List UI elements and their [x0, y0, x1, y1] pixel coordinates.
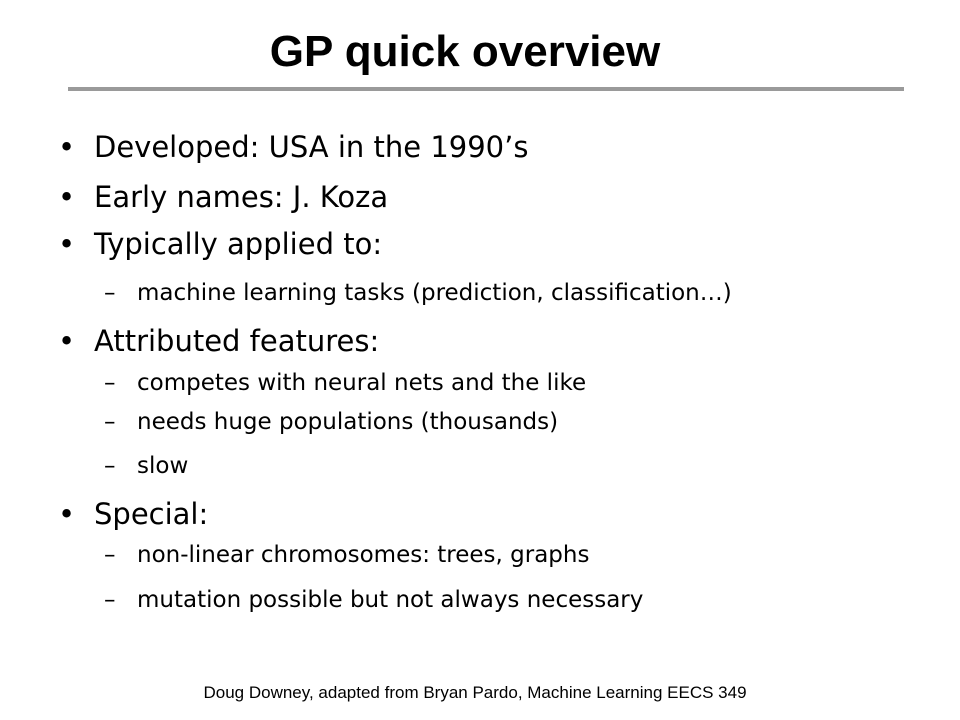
dash-marker: –: [104, 409, 116, 435]
dash-marker: –: [104, 280, 116, 306]
bullet-marker: •: [58, 180, 76, 214]
dash-marker: –: [104, 453, 116, 479]
dash-marker: –: [104, 587, 116, 613]
sub-bullet-text: mutation possible but not always necessary: [137, 587, 644, 613]
sub-bullet-item: [104, 584, 643, 616]
slide-title: GP quick overview: [269, 27, 661, 76]
bullet-item: [58, 224, 382, 264]
bullet-marker: •: [58, 130, 76, 164]
slide-footer: Doug Downey, adapted from Bryan Pardo, Machine Learning EECS 349: [203, 683, 747, 702]
bullet-marker: •: [58, 227, 76, 261]
bullet-marker: •: [58, 497, 76, 531]
dash-marker: –: [104, 370, 116, 396]
bullet-text: Early names: J. Koza: [94, 180, 389, 214]
sub-bullet-item: [104, 539, 589, 571]
bullet-text: Special:: [94, 497, 209, 531]
bullet-item: [58, 321, 379, 361]
bullet-item: [58, 127, 528, 167]
sub-bullet-item: [104, 450, 188, 482]
sub-bullet-text: non-linear chromosomes: trees, graphs: [137, 542, 590, 568]
bullet-text: Developed: USA in the 1990’s: [94, 130, 529, 164]
bullet-text: Attributed features:: [94, 324, 380, 358]
bullet-text: Typically applied to:: [94, 227, 383, 261]
bullet-item: [58, 494, 208, 534]
dash-marker: –: [104, 542, 116, 568]
sub-bullet-text: needs huge populations (thousands): [137, 409, 559, 435]
sub-bullet-item: [104, 277, 732, 309]
sub-bullet-item: [104, 367, 586, 399]
sub-bullet-text: competes with neural nets and the like: [137, 370, 587, 396]
sub-bullet-item: [104, 406, 558, 438]
bullet-marker: •: [58, 324, 76, 358]
sub-bullet-text: machine learning tasks (prediction, classification…): [137, 280, 732, 306]
sub-bullet-text: slow: [137, 453, 189, 479]
bullet-item: [58, 177, 388, 217]
